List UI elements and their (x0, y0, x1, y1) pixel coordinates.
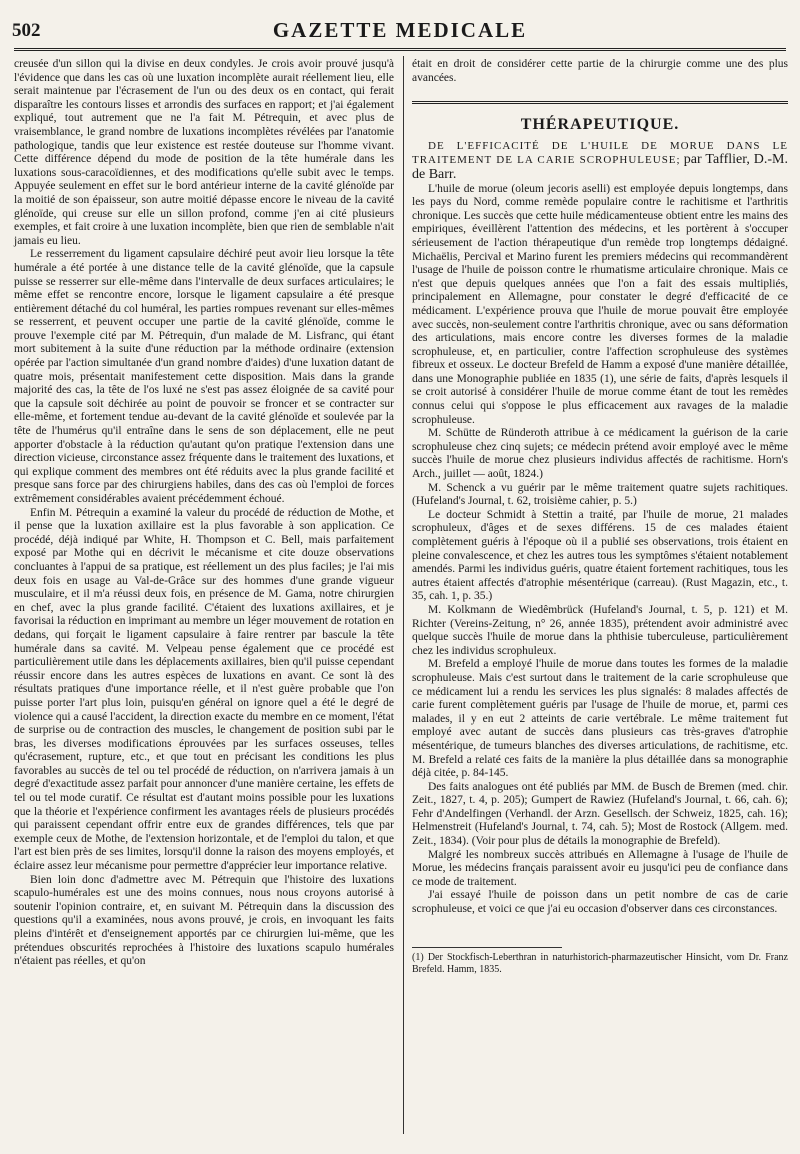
paragraph: M. Schütte de Ründeroth attribue à ce médicament la guérison de la carie scrophuleuse chez cinq sujets; ce médecin prétend avoir employé avec le même succès l'huile de morue chez plusieurs individus affectés de rachitisme. Horn's Arch., juillet — août, 1824.) (412, 427, 788, 481)
page-number: 502 (12, 20, 41, 41)
paragraph: J'ai essayé l'huile de poisson dans un petit nombre de cas de carie scrophuleuse, et voici ce que j'ai eu occasion d'observer dans ces circonstances. (412, 889, 788, 916)
paragraph: Le resserrement du ligament capsulaire déchiré peut avoir lieu lorsque la tête humérale a été portée à une distance telle de la cavité glénoïde, que la capsule puisse se resserrer sur elle-même dans l'intervalle de deux surfaces articulaires; le même effet se rencontre encore, lorsque le ligament capsulaire a été presque entièrement détaché du col huméral, les parties rompues revenant sur elles-mêmes se resserrent, et peuvent occuper une partie de la cavité glénoïde, comme le prouve l'exemple cité par M. Pétrequin, d'un malade de M. Lisfranc, qui étant mort subitement à la suite d'une réduction par la méthode ordinaire (extension opérée par l'action simultanée d'un grand nombre d'aides) d'une luxation datant de quatre mois, présentait manifestement cette disposition. Mais dans la grande majorité des cas, la tête de l'os luxé ne s'est pas assez éloignée de sa cavité pour que la capsule soit déchirée au point de pouvoir se froncer et se contracter sur elle-même, et fortement tendue au-devant de la cavité glénoïde et soulevée par la tête de l'humérus qu'il entraîne dans le sens de son déplacement, elle ne peut apporter d'obstacle à la réduction qu'autant qu'on pratique l'extension dans une direction vicieuse, circonstance assez fréquente dans le traitement des luxations, et qui explique comment des membres ont été réduits avec la plus grande facilité et presque sans force par des chirurgiens habiles, dans des cas où l'emploi de forces extrêmement considérables avaient précédemment échoué. (14, 248, 394, 505)
journal-title: GAZETTE MEDICALE (272, 18, 528, 42)
footnote: (1) Der Stockfisch-Leberthran in naturhistorich-pharmazeutischer Hinsicht, vom Dr. Franz Brefeld. Hamm, 1835. (412, 951, 788, 975)
paragraph: Bien loin donc d'admettre avec M. Pétrequin que l'histoire des luxations scapulo-humérales est une des moins connues, nous nous croyons autorisé à soutenir l'opinion contraire, et, en suivant M. Pétrequin dans la discussion des questions qu'il a examinées, nous avons prouvé, je crois, en invoquant les faits pleins d'intérêt et d'enseignement apportés par ce chirurgien lui-même, que les prétendues obscurités reprochées à l'histoire des luxations scapulo humérales n'étaient pas réelles, et qu'on (14, 873, 394, 968)
article-author: par Tafflier, D.-M. de Barr. (412, 152, 788, 182)
article-title (412, 140, 788, 183)
paragraph: L'huile de morue (oleum jecoris aselli) est employée depuis longtemps, dans les pays du Nord, comme remède populaire contre le rachitisme et l'arthritis chronique. Les succès que cette huile médicamenteuse obtient entre les mains des empiriques, éveillèrent l'attention des médecins, et les portèrent à s'occuper sérieusement de l'action thérapeutique d'un remède trop longtemps dédaigné. Michaëlis, Percival et Marino furent les premiers médecins qui recommandèrent l'usage de l'huile de poisson contre le rhumatisme articulaire chronique. Mais ce n'est que depuis quelques années que l'on a fait des essais multipliés, principalement en Allemagne, pour constater le degré d'efficacité de ce médicament. L'expérience prouva que l'huile de morue pouvait être employée avec succès, non-seulement contre l'arthritis chronique, avec ou sans déformation des articulations, mais encore contre les diverses formes de la maladie scrophuleuse, et, en particulier, contre l'affection scrophuleuse des systèmes fibreux et osseux. Le docteur Brefeld de Hamm a exposé d'une manière détaillée, dans une Monographie publiée en 1835 (1), une série de faits, d'après lesquels il se croit autorisé à considérer l'huile de morue comme étant de tout les remèdes connus celui qui s'oppose le plus efficacement aux ravages de la maladie scrophuleuse. (412, 182, 788, 426)
paragraph: Des faits analogues ont été publiés par MM. de Busch de Bremen (med. chir. Zeit., 1827, t. 4, p. 205); Gumpert de Rawiez (Hufeland's Journal, t. 66, cah. 6); Fehr d'Andelfingen (Verhandl. der Arzn. Gesellsch. der Schweiz, 1825, cah. 16); Helmenstreit (Hufeland's Journal, t. 74, cah. 5); Most de Rostock (Allgem. med. Zeit., 1834). (Voir pour plus de détails la monographie de Brefeld). (412, 780, 788, 848)
paragraph: Enfin M. Pétrequin a examiné la valeur du procédé de réduction de Mothe, et il pense que la luxation axillaire est la plus favorable à son application. Ce procédé, déjà indiqué par White, H. Thompson et C. Bell, mais parfaitement exposé par Mothe qui en décrivit le mécanisme et cite douze observations concluantes à l'appui de sa pratique, est réellement un des plus faciles; je l'ai mis deux fois en usage au Val-de-Grâce sur des hommes d'une grande vigueur musculaire, et il m'a réussi deux fois, en présence de M. Gama, notre chirurgien en chef, avec la plus grande facilité. C'étaient des luxations axillaires, et je favorisai la réduction en imprimant au membre un léger mouvement de rotation en dedans, qui forçait le ligament capsulaire à faire rentrer par bascule la tête humérale dans sa cavité. M. Velpeau pense également que ce procédé est particulièrement utile dans les déplacements axillaires, bien qu'il puisse cependant réussir encore dans les autres espèces de luxations en avant. Ce sont là des résultats pratiques d'une importance réelle, et il n'est guère probable que l'on puisse porter l'art plus loin, puisqu'en général on ignore quel a été le degré de violence qui a causé l'accident, la direction exacte du membre en ce moment, l'état de surprise ou de contraction des muscles, le changement de position subi par le bras, les diverses modifications éprouvées par les surfaces osseuses, telles qu'écrasement, rupture, etc., et que tout en précisant les conditions les plus favorables au succès de tel ou tel procédé de réduction, on n'arrivera jamais à un degré d'exactitude assez parfait pour annoncer d'une manière certaine, les effets de tel ou tel mode curatif. Ce résultat est d'autant moins possible pour les luxations que la théorie et l'expérience confirment les avantages réels de plusieurs procédés qui paraissent cependant offrir entre eux de grandes différences, tels que par exemple ceux de Mothe, de l'extension horizontale, et de l'emploi du talon, et que l'art est bien près de ses limites, lorsqu'il donne la raison des moyens employés, et éclaire assez leur mécanisme pour permettre d'apprécier leur importance relative. (14, 506, 395, 873)
right-column (412, 58, 788, 976)
header-rule (14, 48, 786, 51)
column-divider (403, 56, 404, 1134)
page-header (8, 14, 792, 44)
section-separator (412, 101, 788, 104)
section-title: THÉRAPEUTIQUE. (520, 116, 680, 134)
article-title-lead: DE L'EFFICACITÉ DE L'HUILE DE MORUE DANS LE TRAITEMENT DE LA CARIE SCROPHULEUSE; (412, 139, 788, 167)
paragraph: M. Brefeld a employé l'huile de morue dans toutes les formes de la maladie scrophuleuse. Mais c'est surtout dans le traitement de la carie scrophuleuse que ce médicament lui a rendu les services les plus signalés: 8 malades affectés de carie furent complètement guéris par l'usage de l'huile de morue, et, parmi ces malades, il y en eut 2 atteints de carie vertébrale. Le même traitement fut employé avec autant de succès dans plusieurs cas très-graves d'atrophie mésentérique, de tumeurs blanches des diverses articulations, de rachitisme, etc. M. Brefeld a relaté ces faits de la manière la plus détaillée dans sa monographie déjà citée, p. 84-145. (412, 658, 788, 780)
paragraph: M. Schenck a vu guérir par le même traitement quatre sujets rachitiques. (Hufeland's Journal, t. 62, troisième cahier, p. 5.) (412, 481, 788, 508)
paragraph: creusée d'un sillon qui la divise en deux condyles. Je crois avoir prouvé jusqu'à l'évidence que dans les cas où une luxation incomplète aurait réellement lieu, elle serait maintenue par l'écrasement de l'un ou des deux os en contact, qui ferait disparaître les contours lisses et arrondis des surfaces en rapport; et j'ai également expliqué, tout autrement que ne l'a fait M. Pétrequin, et avec plus de vraisemblance, le grand nombre de luxations incomplètes révélées par l'anatomie pathologique, tandis que leur existence est restée douteuse sur l'homme vivant. Cette différence dépend du mode de position de la tête humérale dans les luxations sous-caracoïdiennes, et des modifications qu'elle subit avec le temps. Appuyée seulement en effet sur le bord antérieur interne de la cavité glénoïde par la moitié de son épaisseur, son autre moitié dépasse encore le niveau de la cavité glénoïde, qui creuse sur elle un sillon profond, comme j'en ai cité plusieurs exemples, et fait croire à une luxation incomplète, bien que rien de semblable n'ait jamais eu lieu. (14, 58, 394, 247)
paragraph: Le docteur Schmidt à Stettin a traité, par l'huile de morue, 21 malades scrophuleux, d'âges et de sexes différens. 15 de ces malades étaient complètement guéris à l'époque où il a publié ses observations, trois étaient en pleine convalescence, et chez les autres tous les symptômes s'étaient notablement amendés. Parmi les individus guéris, quatre étaient fortement rachitiques, tous les autres étaient affectés d'atrophie mésentérique (carreau). (Rust Magazin, etc., t. 35, cah. 1, p. 35.) (412, 508, 788, 603)
left-column (14, 58, 394, 969)
continuation-text: était en droit de considérer cette partie de la chirurgie comme une des plus avancées. (412, 58, 788, 84)
paragraph: M. Kolkmann de Wiedêmbrück (Hufeland's Journal, t. 5, p. 121) et M. Richter (Vereins-Zeitung, n° 26, année 1835), prétendent avoir administré avec quelque succès l'huile de morue dans la phthisie tuberculeuse, particulièrement chez les individus scrophuleux. (412, 603, 788, 657)
paragraph: Malgré les nombreux succès attribués en Allemagne à l'usage de l'huile de Morue, les médecins français paraissent avoir eu jusqu'ici peu de confiance dans ce mode de traitement. (412, 848, 788, 888)
footnote-rule (412, 947, 562, 948)
